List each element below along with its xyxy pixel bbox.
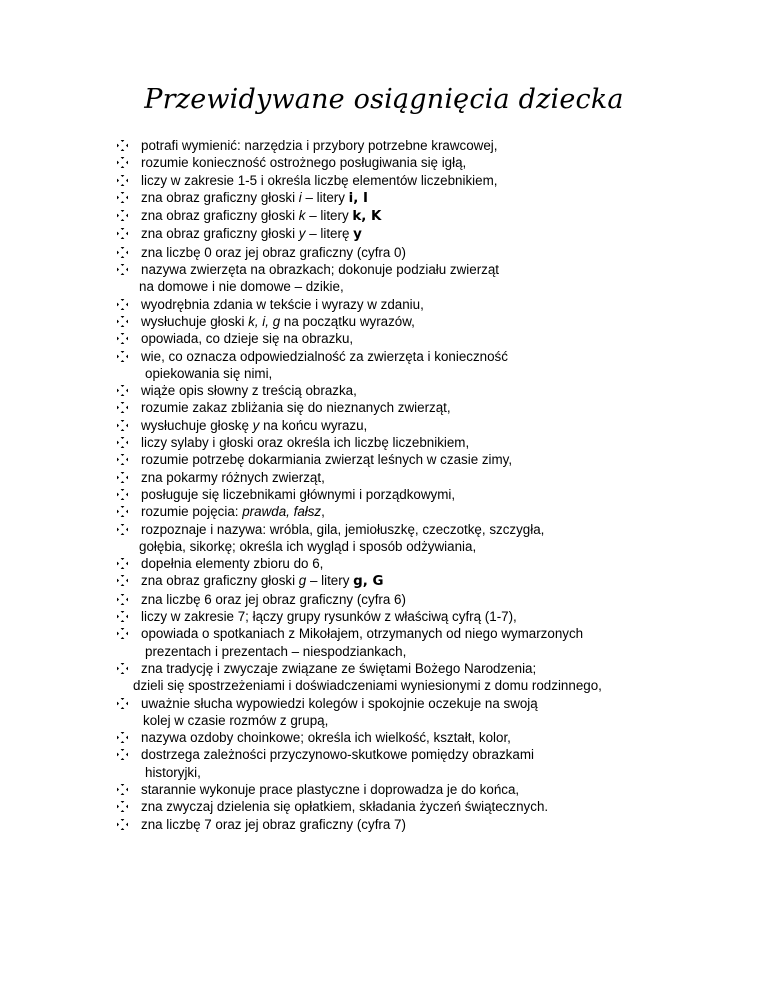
list-item [117,746,757,781]
list-item [117,313,757,330]
item-text: wysłuchuje głoski [141,313,249,329]
item-text: opowiada, co dzieje się na obrazku, [141,331,354,347]
list-item [117,521,757,556]
item-text: zna obraz graficzny głoski [141,226,299,242]
item-text: nazywa zwierzęta na obrazkach; dokonuje podziału zwierząt [141,262,500,278]
list-item [117,137,757,154]
item-continuation: prezentach i prezentach – niespodziankach, [145,643,407,659]
diamond-bullet-icon [117,385,128,396]
item-text: liczy w zakresie 7; łączy grupy rysunków z właściwą cyfrą (1-7), [141,609,517,625]
diamond-bullet-icon [117,420,128,431]
phoneme-italic: g [298,573,307,589]
page-title: Przewidywane osiągnięcia dziecka [144,84,624,115]
item-text: na początku wyrazów, [280,313,415,329]
list-item [117,816,757,833]
diamond-bullet-icon [117,801,128,812]
diamond-bullet-icon [117,333,128,344]
list-item [117,486,757,503]
item-text: dostrzega zależności przyczynowo-skutkowe pomiędzy obrazkami [141,747,534,763]
item-text: dopełnia elementy zbioru do 6, [141,556,324,572]
item-text: zna liczbę 7 oraz jej obraz graficzny (cyfra 7) [141,816,406,832]
item-text: zna liczbę 6 oraz jej obraz graficzny (cyfra 6) [141,591,406,607]
item-text: rozpoznaje i nazywa: wróbla, gila, jemiołuszkę, czeczotkę, szczygła, [141,521,545,537]
item-text: rozumie pojęcia: [141,504,243,520]
list-item [117,798,757,815]
item-continuation: opiekowania się nimi, [145,365,273,381]
diamond-bullet-icon [117,594,128,605]
list-item [117,591,757,608]
list-item [117,625,757,660]
diamond-bullet-icon [117,175,128,186]
diamond-bullet-icon [117,210,128,221]
list-item [117,172,757,189]
item-text: rozumie zakaz zbliżania się do nieznanych zwierząt, [141,400,451,416]
diamond-bullet-icon [117,819,128,830]
item-text: zna obraz graficzny głoski [141,189,299,205]
phoneme-italic: i [298,189,302,205]
list-item [117,660,757,695]
list-item [117,781,757,798]
item-text: rozumie potrzebę dokarmiania zwierząt leśnych w czasie zimy, [141,452,513,468]
item-text: – literę [305,226,354,242]
diamond-bullet-icon [117,663,128,674]
item-continuation: gołębia, sikorkę; określa ich wygląd i sposób odżywiania, [139,538,477,554]
list-item [117,572,757,590]
diamond-bullet-icon [117,489,128,500]
item-continuation: na domowe i nie domowe – dzikie, [139,279,344,295]
item-text: rozumie konieczność ostrożnego posługiwania się igłą, [141,155,467,171]
item-text: wysłuchuje głoskę [141,417,253,433]
list-item [117,469,757,486]
list-item [117,189,757,207]
item-text: liczy w zakresie 1-5 i określa liczbę elementów liczebnikiem, [141,172,498,188]
letters-bold: g, G [353,574,384,590]
diamond-bullet-icon [117,316,128,327]
diamond-bullet-icon [117,437,128,448]
item-text: zna liczbę 0 oraz jej obraz graficzny (cyfra 0) [141,244,406,260]
item-continuation: kolej w czasie rozmów z grupą, [143,712,329,728]
diamond-bullet-icon [117,506,128,517]
item-continuation: historyjki, [145,764,201,780]
list-item [117,434,757,451]
list-item [117,417,757,434]
diamond-bullet-icon [117,732,128,743]
diamond-bullet-icon [117,228,128,239]
diamond-bullet-icon [117,454,128,465]
diamond-bullet-icon [117,749,128,760]
list-item [117,154,757,171]
diamond-bullet-icon [117,698,128,709]
list-item [117,399,757,416]
list-item [117,244,757,261]
item-text: potrafi wymienić: narzędzia i przybory potrzebne krawcowej, [141,138,498,153]
item-text: posługuje się liczebnikami głównymi i porządkowymi, [141,486,456,502]
item-text: zna obraz graficzny głoski [141,573,299,589]
item-text: starannie wykonuje prace plastyczne i doprowadza je do końca, [141,781,520,797]
list-item [117,330,757,347]
item-text: – litery [301,189,349,205]
diamond-bullet-icon [117,402,128,413]
diamond-bullet-icon [117,611,128,622]
letters-bold: i, I [348,190,368,206]
diamond-bullet-icon [117,351,128,362]
list-item [117,555,757,572]
achievements-list [117,137,757,833]
item-text: wiąże opis słowny z treścią obrazka, [141,383,357,399]
phoneme-italic: y [252,417,260,433]
diamond-bullet-icon [117,628,128,639]
list-item [117,503,757,520]
list-item [117,451,757,468]
item-text: zna obraz graficzny głoski [141,208,299,224]
item-text: opowiada o spotkaniach z Mikołajem, otrzymanych od niego wymarzonych [141,626,584,642]
diamond-bullet-icon [117,575,128,586]
item-text: zna pokarmy różnych zwierząt, [141,469,325,485]
item-text: – litery [306,573,354,589]
list-item [117,608,757,625]
item-text: zna tradycję i zwyczaje związane ze świętami Bożego Narodzenia; [141,660,537,676]
list-item [117,348,757,383]
phoneme-italic: k [298,208,306,224]
phoneme-italic: y [298,226,306,242]
letters-bold: y [353,227,362,243]
item-text: wie, co oznacza odpowiedzialność za zwierzęta i konieczność [141,348,508,364]
letters-bold: k, K [352,209,382,225]
diamond-bullet-icon [117,157,128,168]
item-text: – litery [305,208,353,224]
diamond-bullet-icon [117,264,128,275]
item-text: liczy sylaby i głoski oraz określa ich liczbę liczebnikiem, [141,435,470,451]
item-text: uważnie słucha wypowiedzi kolegów i spokojnie oczekuje na swoją [141,695,538,711]
list-item [117,261,757,296]
diamond-bullet-icon [117,558,128,569]
diamond-bullet-icon [117,140,128,151]
item-continuation: dzieli się spostrzeżeniami i doświadczeniami wyniesionymi z domu rodzinnego, [133,678,602,694]
diamond-bullet-icon [117,247,128,258]
diamond-bullet-icon [117,299,128,310]
phoneme-italic: prawda, fałsz [242,504,322,520]
diamond-bullet-icon [117,784,128,795]
item-text: na końcu wyrazu, [259,417,368,433]
diamond-bullet-icon [117,192,128,203]
list-item [117,207,757,225]
item-text: wyodrębnia zdania w tekście i wyrazy w zdaniu, [141,296,424,312]
list-item [117,729,757,746]
list-item [117,296,757,313]
phoneme-italic: k, i, g [248,313,281,329]
item-text: , [321,504,325,520]
item-text: nazywa ozdoby choinkowe; określa ich wielkość, kształt, kolor, [141,730,511,746]
diamond-bullet-icon [117,472,128,483]
diamond-bullet-icon [117,524,128,535]
list-item [117,225,757,243]
list-item [117,695,757,730]
item-text: zna zwyczaj dzielenia się opłatkiem, składania życzeń świątecznych. [141,799,549,815]
list-item [117,382,757,399]
